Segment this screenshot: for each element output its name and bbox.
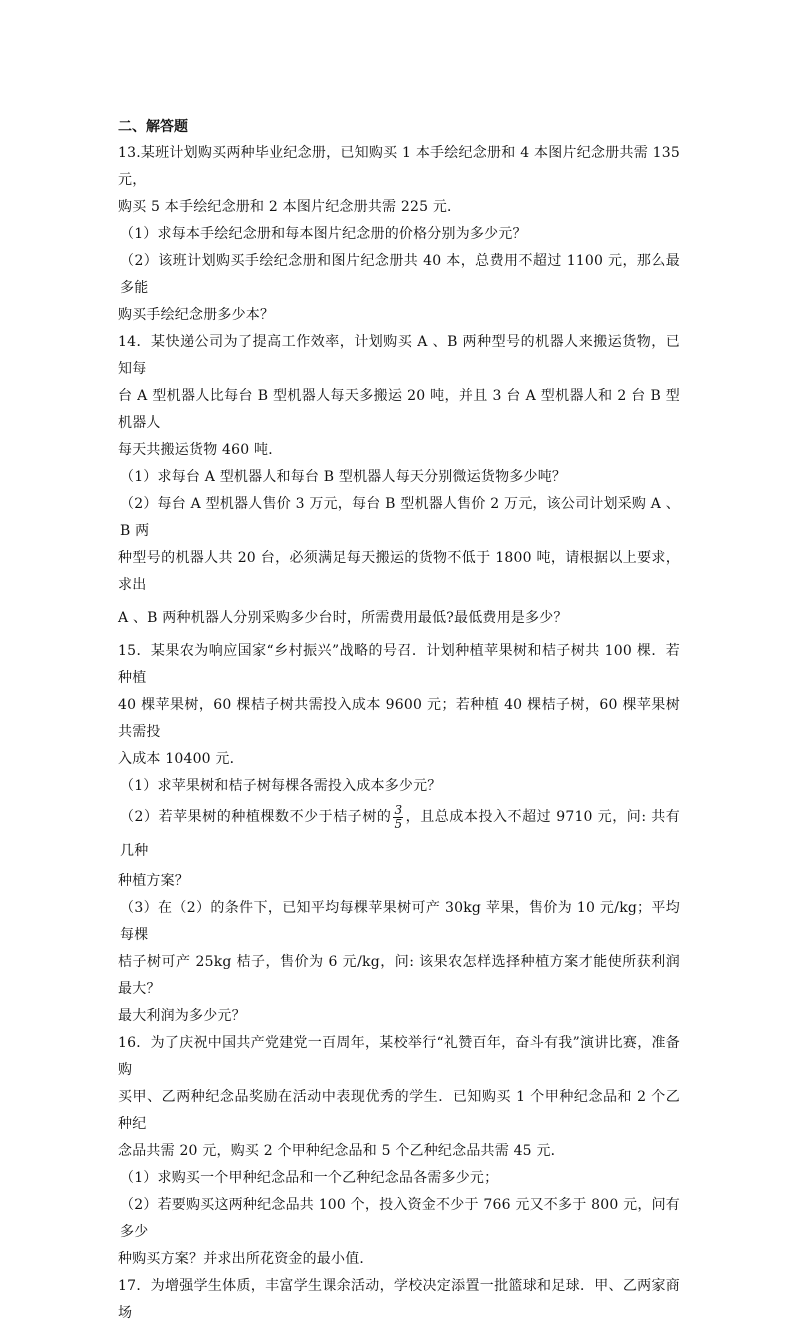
q14-part-2-line-3: A 、B 两种机器人分别采购多少台时，所需费用最低?最低费用是多少？ [118,610,568,626]
question-17 [118,1273,680,1327]
q16-part-1: （1）求购买一个甲种纪念品和一个乙种纪念品各需多少元； [120,1170,499,1186]
fraction-denominator: 5 [394,816,403,831]
q16-stem-line-3: 念品共需 20 元，购买 2 个甲种纪念品和 5 个乙种纪念品共需 45 元． [118,1143,565,1159]
q13-stem-line-2: 购买 5 本手绘纪念册和 2 本图片纪念册共需 225 元． [118,199,462,215]
q15-part-2-pre: （2）若苹果树的种植棵数不少于桔子树的 [120,809,392,825]
q15-part-1: （1）求苹果树和桔子树每棵各需投入成本多少元？ [120,778,442,794]
q16-stem-line-2: 买甲、乙两种纪念品奖励在活动中表现优秀的学生．已知购买 1 个甲种纪念品和 2 个乙种纪 [118,1089,680,1132]
exam-page [118,116,680,1327]
q15-stem-line-1: 15．某果农为响应国家“乡村振兴”战略的号召．计划种植苹果树和桔子树共 100 棵．若种植 [118,643,680,686]
q13-part-2-line-1: （2）该班计划购买手绘纪念册和图片纪念册共 40 本，总费用不超过 1100 元，那么最多能 [120,253,680,296]
q14-stem-line-2: 台 A 型机器人比每台 B 型机器人每天多搬运 20 吨，并且 3 台 A 型机器人和 2 台 B 型机器人 [118,388,680,431]
q15-part-3-line-2: 桔子树可产 25kg 桔子，售价为 6 元/kg，问: 该果农怎样选择种植方案才能使所获利润最大？ [118,954,680,997]
question-13 [118,140,680,329]
q15-stem-line-2: 40 棵苹果树，60 棵桔子树共需投入成本 9600 元；若种植 40 棵桔子树，60 棵苹果树共需投 [118,697,680,740]
q15-part-2-line-1 [118,800,680,868]
q15-stem-line-3: 入成本 10400 元． [118,751,244,767]
question-16 [118,1030,680,1273]
q16-part-2-line-2: 种购买方案？并求出所花资金的最小值． [118,1251,374,1267]
q15-part-2-line-2: 种植方案？ [118,873,189,889]
q17-stem-line-1: 17．为增强学生体质，丰富学生课余活动，学校决定添置一批篮球和足球．甲、乙两家商场 [118,1278,680,1321]
section-title: 二、解答题 [118,119,188,135]
q14-part-2-line-2: 种型号的机器人共 20 台，必须满足每天搬运的货物不低于 1800 吨，请根据以上要求，求出 [118,550,680,593]
q14-part-2-line-1: （2）每台 A 型机器人售价 3 万元，每台 B 型机器人售价 2 万元，该公司计划采购 A 、B 两 [120,496,680,539]
q16-part-2-line-1: （2）若要购买这两种纪念品共 100 个，投入资金不少于 766 元又不多于 800 元，问有多少 [120,1197,680,1240]
q15-part-2-post: ，且总成本投入不超过 9710 元，问: 共有几种 [120,809,681,859]
q14-stem-line-1: 14．某快递公司为了提高工作效率，计划购买 A 、B 两种型号的机器人来搬运货物，已知每 [118,334,680,377]
question-15 [118,638,680,1030]
q15-part-3-line-1: （3）在（2）的条件下，已知平均每棵苹果树可产 30kg 苹果，售价为 10 元/kg；平均每棵 [120,900,680,943]
q15-part-3-line-3: 最大利润为多少元？ [118,1008,246,1024]
q14-stem-line-3: 每天共搬运货物 460 吨． [118,442,283,458]
q13-part-1: （1）求每本手绘纪念册和每本图片纪念册的价格分别为多少元？ [120,226,527,242]
fraction-numerator: 3 [394,802,403,817]
question-14 [118,329,680,632]
fraction-three-fifths [393,804,403,831]
q14-part-1: （1）求每台 A 型机器人和每台 B 型机器人每天分别微运货物多少吨？ [120,469,567,485]
q13-stem-line-1: 13.某班计划购买两种毕业纪念册，已知购买 1 本手绘纪念册和 4 本图片纪念册共需 135 元， [118,145,680,188]
q13-part-2-line-2: 购买手绘纪念册多少本？ [118,307,275,323]
q16-stem-line-1: 16．为了庆祝中国共产党建党一百周年，某校举行“礼赞百年，奋斗有我”演讲比赛，准备购 [118,1035,680,1078]
